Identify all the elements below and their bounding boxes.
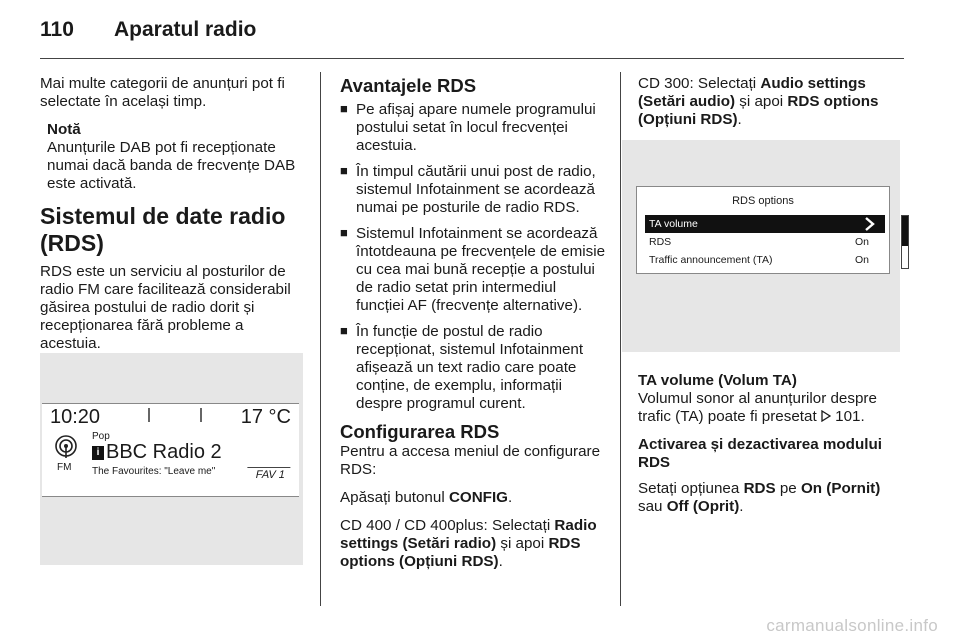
advantages-list (340, 101, 606, 413)
body-text: Volumul sonor al anunțurilor despre trafic (TA) poate fi presetat (638, 390, 877, 425)
radio-display-illustration (40, 353, 303, 565)
clock-time: 10:20 (50, 406, 101, 428)
body-text: sau (638, 498, 667, 515)
menu-item-label: Traffic announcement (TA) (649, 254, 773, 266)
rds-options-menu (636, 186, 890, 274)
page-reference[interactable]: 101. (835, 408, 865, 425)
watermark: carmanualsonline.info (766, 616, 938, 635)
instruction-text: CD 400 / CD 400plus: Selectați (340, 517, 555, 534)
outside-temperature: 17 °C (240, 406, 291, 428)
divider-tick (200, 408, 202, 422)
option-on: On (Pornit) (800, 480, 881, 497)
activation-title: Activarea și dezactivarea modului RDS (638, 436, 882, 471)
column-1 (40, 75, 306, 363)
note-block (47, 121, 306, 193)
column-divider-2 (620, 72, 621, 606)
menu-item-value: On (854, 254, 869, 266)
punctuation: . (498, 553, 503, 570)
section-heading-advantages: Avantajele RDS (340, 75, 477, 96)
body-text: Setați opțiunea (638, 480, 744, 497)
favourites-page: FAV 1 (245, 467, 291, 481)
punctuation: . (739, 498, 744, 515)
page-number: 110 (40, 18, 74, 41)
chevron-right-icon (863, 217, 875, 231)
activation-text (638, 480, 904, 516)
column-3-lower (638, 372, 904, 526)
menu-rds-options: RDS options (Opțiuni RDS) (638, 93, 879, 128)
section-heading-rds: Sistemul de date radio (RDS) (40, 203, 286, 256)
band-label: FM (57, 462, 72, 473)
section-heading-config: Configurarea RDS (340, 421, 500, 442)
scrollbar-thumb[interactable] (902, 216, 908, 246)
body-text: pe (775, 480, 801, 497)
info-badge-icon: i (92, 446, 104, 460)
instruction-text: și apoi (496, 535, 549, 552)
program-type: Pop (92, 431, 110, 442)
config-button-name: CONFIG (448, 489, 508, 506)
arrow-ref-icon (821, 410, 831, 422)
instruction-text: și apoi (735, 93, 788, 110)
config-intro: Pentru a accesa meniul de configurare RDS: (340, 443, 601, 478)
note-text: Anunțurile DAB pot fi recepționate numai dacă banda de frecvențe DAB este activată. (47, 139, 296, 192)
option-rds: RDS (743, 480, 776, 497)
list-item: ■ În timpul căutării unui post de radio, sistemul Infotainment se acordează numai pe posturile de radio RDS. (340, 163, 606, 217)
scrollbar[interactable] (901, 215, 909, 269)
press-config-instruction (340, 489, 606, 507)
note-title: Notă (47, 121, 81, 138)
menu-item-traffic-announcement[interactable] (645, 251, 885, 269)
punctuation: . (508, 489, 513, 506)
column-divider-1 (320, 72, 321, 606)
menu-radio-settings: Radio settings (Setări radio) (340, 517, 597, 552)
menu-title: RDS options (732, 195, 794, 207)
list-item: ■ Sistemul Infotainment se acordează întotdeauna pe frecvențele de emisie cu cea mai bună recepție a postului de radio setat prin intermediul funcției AF (frecvențe alternative). (340, 225, 606, 315)
list-item: ■ În funcție de postul de radio recepționat, sistemul Infotainment afișează un text radio care poate conține, de exemplu, informații despre programul curent. (340, 323, 606, 413)
cd300-instruction (638, 75, 904, 129)
header-rule (40, 58, 904, 59)
menu-item-rds[interactable] (645, 233, 885, 251)
menu-audio-settings: Audio settings (Setări audio) (638, 75, 866, 110)
page-title: Aparatul radio (114, 18, 257, 41)
ta-volume-title: TA volume (Volum TA) (638, 372, 797, 389)
radio-text: The Favourites: "Leave me" (92, 466, 216, 477)
radio-antenna-icon (54, 434, 78, 458)
station-name: BBC Radio 2 (106, 441, 222, 463)
punctuation: . (737, 111, 742, 128)
menu-item-ta-volume[interactable] (645, 215, 885, 233)
column-2 (340, 75, 606, 581)
option-off: Off (Oprit) (666, 498, 740, 515)
cd400-instruction (340, 517, 606, 571)
instruction-text: CD 300: Selectați (638, 75, 761, 92)
page-header (40, 18, 256, 42)
menu-rds-options: RDS options (Opțiuni RDS) (340, 535, 581, 570)
intro-paragraph: Mai multe categorii de anunțuri pot fi selectate în același timp. (40, 75, 285, 110)
menu-item-label: RDS (649, 236, 672, 248)
rds-options-illustration (622, 140, 900, 352)
ta-volume-text (638, 390, 904, 426)
menu-item-label: TA volume (649, 218, 698, 230)
rds-description: RDS este un serviciu al posturilor de radio FM care facilitează considerabil găsirea postului de radio dorit și recepționarea fără probleme a acestuia. (40, 263, 291, 352)
instruction-text: Apăsați butonul (340, 489, 449, 506)
menu-item-value: On (854, 236, 869, 248)
column-3 (638, 75, 904, 139)
radio-screen (42, 403, 299, 497)
list-item: ■ Pe afișaj apare numele programului postului setat în locul frecvenței acestuia. (340, 101, 606, 155)
divider-tick (148, 408, 150, 422)
